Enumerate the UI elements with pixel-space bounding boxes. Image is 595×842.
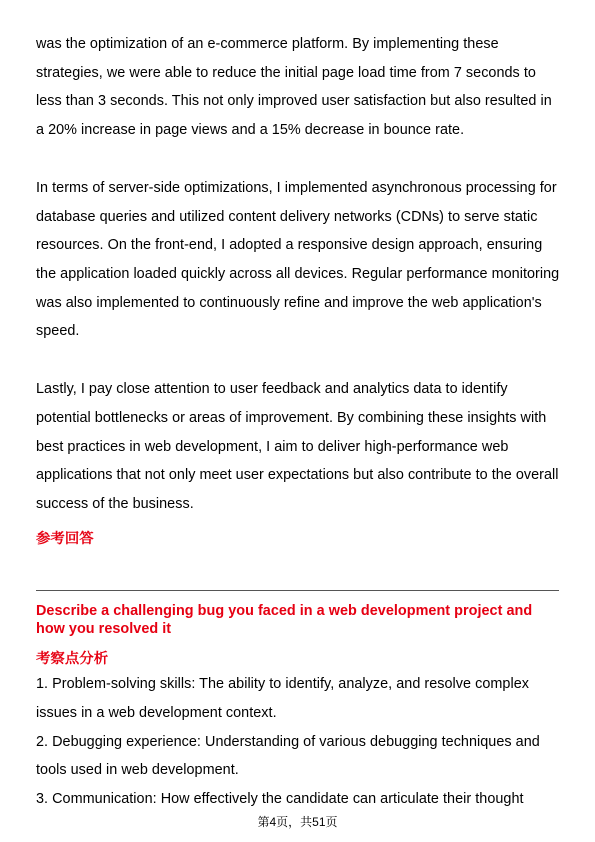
analysis-point-line: issues in a web development context. <box>36 705 277 721</box>
body-text-line: was the optimization of an e-commerce platform. By implementing these <box>36 36 499 52</box>
analysis-point-line: tools used in web development. <box>36 762 239 778</box>
question-title-line: how you resolved it <box>36 621 172 637</box>
body-text-line: potential bottlenecks or areas of improvement. By combining these insights with <box>36 410 547 426</box>
section-divider <box>36 590 559 591</box>
body-text-line: was also implemented to continuously refine and improve the web application's <box>36 295 542 311</box>
body-text-line: Lastly, I pay close attention to user feedback and analytics data to identify <box>36 381 508 397</box>
body-text-line: less than 3 seconds. This not only improved user satisfaction but also resulted in <box>36 93 552 109</box>
body-text-line: applications that not only meet user expectations but also contribute to the overall <box>36 467 559 483</box>
body-text-line: strategies, we were able to reduce the initial page load time from 7 seconds to <box>36 65 536 81</box>
body-text-line: success of the business. <box>36 496 194 512</box>
analysis-point-line: 2. Debugging experience: Understanding of various debugging techniques and <box>36 734 540 750</box>
page-indicator: 第4页，共51页 <box>257 815 338 829</box>
body-text-line: resources. On the front-end, I adopted a responsive design approach, ensuring <box>36 237 543 253</box>
question-title-line: Describe a challenging bug you faced in a web development project and <box>36 603 533 619</box>
body-text-line: the application loaded quickly across all devices. Regular performance monitoring <box>36 266 560 282</box>
body-text-line: speed. <box>36 323 80 339</box>
analysis-point-line: 3. Communication: How effectively the candidate can articulate their thought <box>36 791 524 807</box>
analysis-point-line: 1. Problem-solving skills: The ability to identify, analyze, and resolve complex <box>36 676 529 692</box>
analysis-label: 考察点分析 <box>36 651 109 667</box>
body-text-line: best practices in web development, I aim to deliver high-performance web <box>36 439 509 455</box>
body-text-line: a 20% increase in page views and a 15% decrease in bounce rate. <box>36 122 465 138</box>
body-text-line: database queries and utilized content delivery networks (CDNs) to serve static <box>36 209 538 225</box>
reference-answer-label: 参考回答 <box>36 531 94 547</box>
body-text-line: In terms of server-side optimizations, I implemented asynchronous processing for <box>36 180 557 196</box>
